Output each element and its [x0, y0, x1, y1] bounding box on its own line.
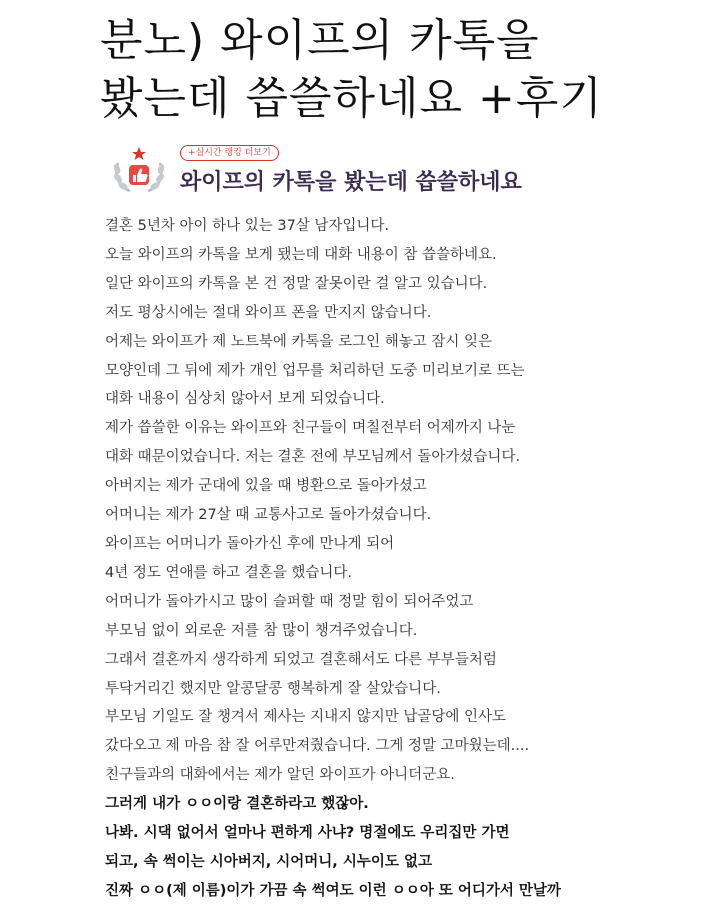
chat-quote: 진짜 ㅇㅇ(제 이름)이가 가끔 속 썩여도 이런 ㅇㅇ아 또 어디가서 만날까: [105, 882, 561, 899]
paragraph: 어제는 와이프가 제 노트북에 카톡을 로그인 해놓고 잠시 잊은: [105, 333, 493, 350]
paragraph: 어머니가 돌아가시고 많이 슬퍼할 때 정말 힘이 되어주었고: [105, 593, 474, 610]
chat-quote: 되고, 속 썩이는 시아버지, 시어머니, 시누이도 없고: [105, 853, 432, 870]
banner-headline: 와이프의 카톡을 봤는데 씁쓸하네요: [180, 170, 522, 195]
paragraph: 모양인데 그 뒤에 제가 개인 업무를 처리하던 도중 미리보기로 뜨는: [105, 362, 525, 379]
paragraph: 결혼 5년차 아이 하나 있는 37살 남자입니다.: [105, 218, 390, 234]
paragraph: 와이프는 어머니가 돌아가신 후에 만나게 되어: [105, 535, 395, 552]
ranking-more-link[interactable]: +실시간 랭킹 더보기: [180, 145, 279, 161]
paragraph: 일단 와이프의 카톡을 본 건 정말 잘못이란 걸 알고 있습니다.: [105, 275, 488, 292]
paragraph: 어머니는 제가 27살 때 교통사고로 돌아가셨습니다.: [105, 507, 432, 524]
paragraph: 그래서 결혼까지 생각하게 되었고 결혼해서도 다른 부부들처럼: [105, 651, 497, 668]
paragraph: 저도 평상시에는 절대 와이프 폰을 만지지 않습니다.: [105, 304, 432, 321]
paragraph: 대화 때문이었습니다. 저는 결혼 전에 부모님께서 돌아가셨습니다.: [105, 449, 521, 466]
paragraph: 대화 내용이 심상치 않아서 보게 되었습니다.: [105, 391, 385, 408]
paragraph: 아버지는 제가 군대에 있을 때 병환으로 돌아가셨고: [105, 478, 427, 495]
paragraph: 부모님 없이 외로운 저를 참 많이 챙겨주었습니다.: [105, 622, 418, 639]
page-title: [100, 12, 700, 128]
paragraph: 친구들과의 대화에서는 제가 알던 와이프가 아니더군요.: [105, 767, 455, 784]
article-body: [105, 212, 705, 906]
paragraph: 4년 정도 연애를 하고 결혼을 했습니다.: [105, 564, 352, 581]
paragraph: 갔다오고 제 마음 참 잘 어루만져줬습니다. 그게 정말 고마웠는데....: [105, 738, 530, 755]
chat-quote: 그러게 내가 ㅇㅇ이랑 결혼하라고 했잖아.: [105, 796, 369, 813]
paragraph: 투닥거리긴 했지만 알콩달콩 행복하게 잘 살았습니다.: [105, 680, 441, 697]
laurel-thumbs-up-icon: [108, 145, 170, 197]
title-line-2: 봤는데 씁쓸하네요 +후기: [100, 73, 603, 124]
paragraph: 제가 씁쓸한 이유는 와이프와 친구들이 며칠전부터 어제까지 나눈: [105, 420, 516, 437]
ranking-banner[interactable]: [108, 145, 538, 197]
paragraph: 오늘 와이프의 카톡을 보게 됐는데 대화 내용이 참 씁쓸하네요.: [105, 246, 497, 263]
title-line-1: 분노) 와이프의 카톡을: [100, 15, 540, 66]
chat-quote: 나봐. 시댁 없어서 얼마나 편하게 사냐? 명절에도 우리집만 가면: [105, 825, 510, 842]
paragraph: 부모님 기일도 잘 챙겨서 제사는 지내지 않지만 납골당에 인사도: [105, 709, 507, 726]
